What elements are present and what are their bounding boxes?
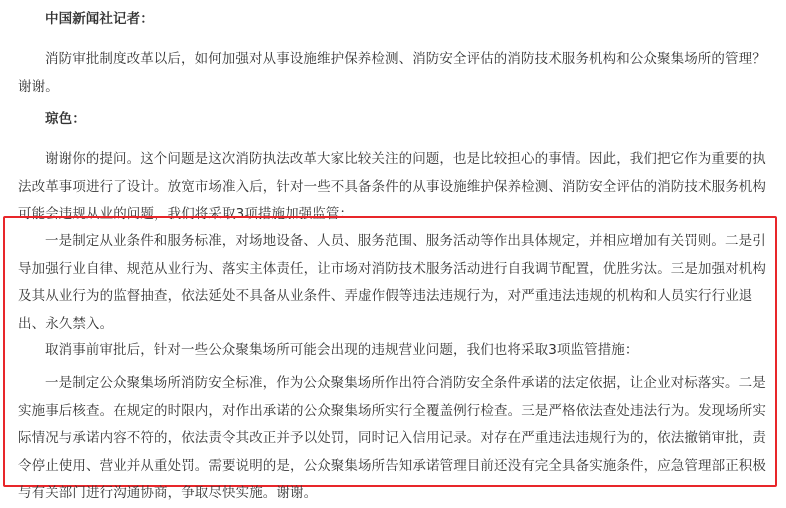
answer-intro-paragraph: 谢谢你的提问。这个问题是这次消防执法改革大家比较关注的问题，也是比较担心的事情。因此，我们把它作为重要的执法改革事项进行了设计。放宽市场准入后，针对一些不具备条件的从事设施维护保养检测、消防安全评估的消防技术服务机构可能会违规从业的问题，我们将采取3项措施加强监管： [18, 151, 766, 222]
speaker-answerer: 琼色： [45, 111, 86, 127]
speaker-reporter: 中国新闻社记者： [45, 11, 154, 27]
answer-transition-paragraph: 取消事前审批后，针对一些公众聚集场所可能会出现的违规营业问题，我们也将采取3项监管措施： [45, 342, 639, 358]
question-paragraph: 消防审批制度改革以后，如何加强对从事设施维护保养检测、消防安全评估的消防技术服务机构和公众聚集场所的管理？谢谢。 [18, 51, 766, 95]
answer-measures-2-paragraph: 一是制定公众聚集场所消防安全标准，作为公众聚集场所作出符合消防安全条件承诺的法定依据，让企业对标落实。二是实施事后核查。在规定的时限内，对作出承诺的公众聚集场所实行全覆盖例行检查。三是严格依法查处违法行为。发现场所实际情况与承诺内容不符的，依法责令其改正并予以处罚，同时记入信用记录。对存在严重违法违规行为的，依法撤销审批，责令停止使用、营业并从重处罚。需要说明的是，公众聚集场所告知承诺管理目前还没有完全具备实施条件，应急管理部正积极与有关部门进行沟通协商，争取尽快实施。谢谢。 [18, 375, 766, 501]
answer-measures-1-paragraph: 一是制定从业条件和服务标准，对场地设备、人员、服务范围、服务活动等作出具体规定，并相应增加有关罚则。二是引导加强行业自律、规范从业行为、落实主体责任，让市场对消防技术服务活动进行自我调节配置，优胜劣汰。三是加强对机构及其从业行为的监督抽查，依法延处不具备从业条件、弄虚作假等违法违规行为，对严重违法违规的机构和人员实行行业退出、永久禁入。 [18, 233, 766, 332]
